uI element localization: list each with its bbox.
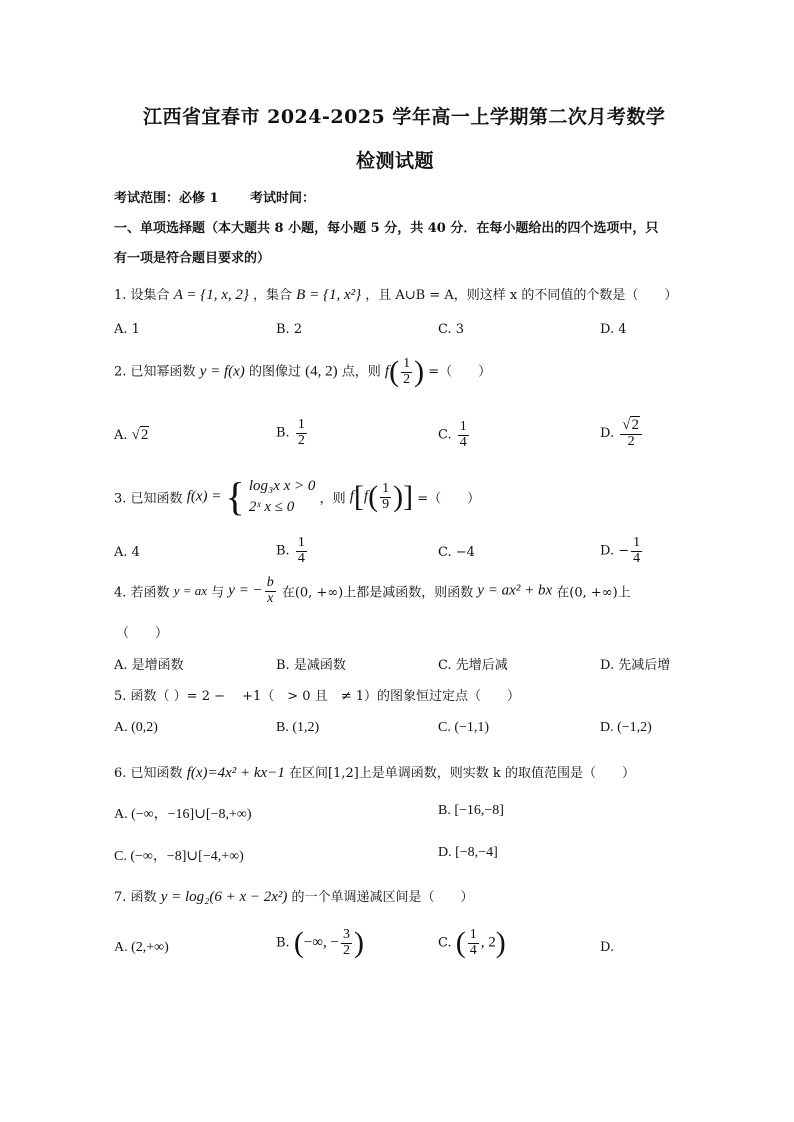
q2-paren-open: (: [389, 355, 400, 389]
question-7: [114, 886, 474, 906]
q7-func: y = log₂(6 + x − 2x²): [160, 889, 288, 905]
page-subtitle: 检测试题: [356, 150, 435, 172]
q6-option-b: B. [−16,−8]: [438, 803, 504, 818]
q3-fx: f(x) =: [186, 488, 222, 505]
q1-option-c: C. 3: [438, 322, 465, 337]
q6-tail: 在区间[1,2]上是单调函数，则实数 k 的取值范围是（ ）: [288, 766, 635, 781]
q3-mid: ，则: [319, 491, 346, 507]
q4-option-a: A. 是增函数: [114, 658, 184, 673]
q3-paren-close: ): [393, 480, 404, 513]
q3-frac-ninth: $\frac{1}{9}$: [382, 480, 390, 512]
q4-paren: （ ）: [116, 626, 169, 641]
q3-prefix: 3. 已知函数: [114, 491, 183, 507]
q3-pieces: [249, 476, 316, 518]
q1-setA: A = {1, x, 2}: [173, 287, 249, 303]
q3-f-inner: f: [363, 488, 369, 505]
q6-option-c: C. (−∞，−8]∪[−4,+∞): [114, 849, 244, 864]
q2-option-d: D. $\frac{√2}{2}$: [600, 418, 644, 449]
q1-option-a: A. 1: [114, 322, 140, 337]
q3-bracket-open: [: [353, 480, 364, 513]
q3-option-d: D. − $\frac{1}{4}$: [600, 535, 641, 566]
q4-tail: 在(0, +∞)上: [556, 585, 631, 601]
section-heading-cont: 有一项是符合题目要求的）: [114, 251, 271, 266]
q2-mid: 的图像过: [248, 364, 301, 380]
q4-and: 与: [211, 585, 225, 601]
q4-frac-bx: $\frac{b}{x}$: [266, 575, 274, 606]
q2-func: y = f(x): [199, 363, 245, 380]
q1-prefix: 1. 设集合: [114, 288, 170, 303]
q4-f3: y = ax² + bx: [477, 582, 553, 599]
q7-c-paren-close: ): [495, 926, 506, 960]
q4-f2: y = −: [228, 582, 263, 599]
q2-tail2: =（ ）: [428, 364, 492, 380]
q1-tail: ，且 A∪B = A，则这样 x 的不同值的个数是（ ）: [365, 288, 678, 303]
q2-prefix: 2. 已知幂函数: [114, 364, 196, 380]
q3-piece-2: 2ˣ x ≤ 0: [248, 499, 295, 515]
q7-option-b: B. (−∞, − $\frac{3}{2}$ ): [276, 926, 364, 960]
q1-option-d: D. 4: [600, 322, 627, 337]
q2-paren-close: ): [414, 355, 425, 389]
q6-func: f(x)=4x² + kx−1: [186, 765, 285, 781]
q2-point: (4, 2): [305, 363, 338, 380]
q5-option-d: D. (−1,2): [600, 720, 652, 735]
question-5: 5. 函数（ ）= 2 − +1（ > 0 且 ≠ 1）的图象恒过定点（ ）: [114, 689, 521, 704]
q7-tail: 的一个单调递减区间是（ ）: [291, 890, 474, 905]
question-2: [114, 357, 491, 387]
q7-b-paren-close: ): [353, 926, 364, 960]
q2-option-b: B. $\frac{1}{2}$: [276, 417, 305, 448]
q3-option-a: A. 4: [114, 545, 140, 560]
q3-bracket-close: ]: [403, 480, 414, 513]
q3-f: f: [349, 488, 354, 505]
section-heading: 一、单项选择题（本大题共 8 小题，每小题 5 分，共 40 分．在每小题给出的四个选项中，只: [114, 221, 659, 236]
q2-option-c: C. $\frac{1}{4}$: [438, 419, 467, 450]
question-1: [114, 284, 677, 304]
q3-brace: {: [225, 474, 245, 519]
q7-option-a: A. (2,+∞): [114, 940, 169, 955]
q6-option-a: A. (−∞，−16]∪[−8,+∞): [114, 807, 252, 822]
q7-prefix: 7. 函数: [114, 890, 157, 905]
q3-tail: =（ ）: [417, 491, 481, 507]
q4-option-b: B. 是减函数: [276, 658, 346, 673]
q4-option-c: C. 先增后减: [438, 658, 508, 673]
q5-option-c: C. (−1,1): [438, 720, 490, 735]
q7-c-frac: $\frac{1}{4}$: [469, 927, 477, 958]
question-6: [114, 762, 635, 782]
question-3: [114, 476, 480, 518]
q6-option-d: D. [−8,−4]: [438, 845, 498, 860]
q1-setB: B = {1, x²}: [296, 287, 362, 303]
q2-option-a: A. √2: [114, 427, 149, 443]
q4-mid: 在(0, +∞)上都是减函数，则函数: [281, 585, 474, 601]
exam-time: 考试时间：: [250, 191, 316, 206]
q4-option-d: D. 先减后增: [600, 658, 671, 673]
q5-option-b: B. (1,2): [276, 720, 320, 735]
q1-mid: ，集合: [253, 288, 293, 303]
q7-c-paren-open: (: [455, 926, 466, 960]
q3-option-b: B. $\frac{1}{4}$: [276, 535, 305, 566]
q3-piece-1: log₃x x > 0: [248, 478, 316, 494]
q7-option-c: C. ( $\frac{1}{4}$ , 2): [438, 926, 506, 960]
q4-f1: y = ax: [173, 583, 207, 599]
q1-option-b: B. 2: [276, 322, 303, 337]
q3-option-c: C. −4: [438, 545, 475, 560]
q7-b-frac: $\frac{3}{2}$: [342, 927, 350, 958]
q7-option-d: D.: [600, 940, 615, 955]
q2-f: f: [384, 363, 390, 380]
q4-prefix: 4. 若函数: [114, 585, 170, 601]
q7-b-paren-open: (: [293, 926, 304, 960]
q3-paren-open: (: [368, 480, 379, 513]
q2-frac-half: $\frac{1}{2}$: [403, 356, 411, 387]
q2-tail1: 点，则: [341, 364, 381, 380]
q5-option-a: A. (0,2): [114, 720, 158, 735]
question-4: [114, 576, 631, 606]
page-title: 江西省宜春市 2024-2025 学年高一上学期第二次月考数学: [143, 106, 666, 128]
q6-prefix: 6. 已知函数: [114, 766, 183, 781]
exam-scope: 考试范围：必修 1: [114, 191, 219, 206]
